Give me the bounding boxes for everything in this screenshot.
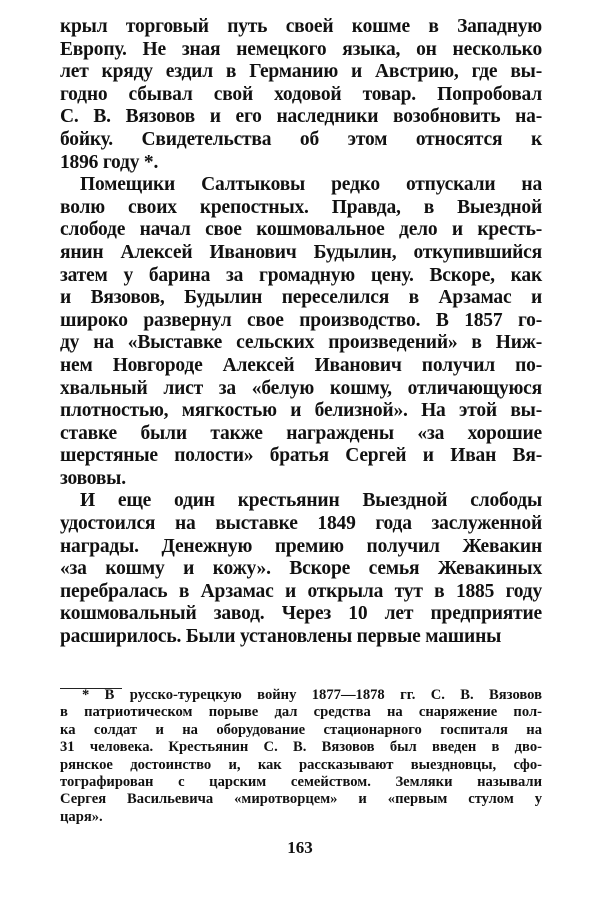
text-line: расширилось. Были установлены первые машины (60, 626, 502, 648)
text-line: янин Алексей Иванович Будылин, откупившийся (60, 241, 542, 263)
footnote-line: тографирован с царским семейством. Земляки называли (60, 773, 542, 790)
text-line: широко развернул свое производство. В 1857 го- (60, 309, 542, 331)
page-number: 163 (287, 838, 313, 857)
text-line: крыл торговый путь своей кошме в Западную (60, 16, 542, 37)
text-line: награды. Денежную премию получил Жевакин (60, 535, 542, 557)
text-line: слободе начал свое кошмовальное дело и кресть- (60, 219, 542, 241)
footnote-line: * В русско-турецкую войну 1877—1878 гг. С. В. Вязовов (82, 687, 542, 703)
text-line: ду на «Выставке сельских произведений» в Ниж- (60, 332, 542, 354)
text-line: ставке были также награждены «за хорошие (60, 422, 542, 444)
footnote-line: царя». (60, 808, 103, 825)
footnote-line: 31 человека. Крестьянин С. В. Вязовов был введен в дво- (60, 739, 542, 756)
text-line: С. В. Вязовов и его наследники возобновить на- (60, 106, 542, 128)
footnote-line: Сергея Васильевича «миротворцем» и «первым стулом у (60, 791, 542, 808)
footnote-line: в патриотическом порыве дал средства на снаряжение пол- (60, 704, 542, 721)
text-line: «за кошму и кожу». Вскоре семья Жевакиных (60, 558, 542, 580)
text-line: хвальный лист за «белую кошму, отличающуюся (60, 377, 542, 399)
text-line: перебралась в Арзамас и открыла тут в 1885 году (60, 580, 542, 602)
text-line: И еще один крестьянин Выездной слободы (80, 490, 542, 512)
text-line: лет кряду ездил в Германию и Австрию, где вы- (60, 61, 542, 83)
footnote-line: ка солдат и на оборудование стационарного госпиталя на (60, 721, 542, 738)
text-line: затем у барина за громадную цену. Вскоре, как (60, 264, 542, 286)
text-line: плотностью, мягкостью и белизной». На этой вы- (60, 400, 542, 422)
text-line: Европу. Не зная немецкого языка, он несколько (60, 38, 542, 60)
text-line: Помещики Салтыковы редко отпускали на (80, 174, 542, 196)
text-line: шерстяные полости» братья Сергей и Иван Вя- (60, 445, 542, 467)
text-line: удостоился на выставке 1849 года заслуженной (60, 513, 542, 535)
footnote-line: рянское достоинство и, как рассказывают выездновцы, сфо- (60, 756, 542, 773)
text-line: бойку. Свидетельства об этом относятся к (60, 128, 542, 150)
main-text (60, 16, 542, 649)
text-line: годно сбывал свой ходовой товар. Попробовал (60, 83, 542, 105)
text-line: и Вязовов, Будылин переселился в Арзамас и (60, 287, 542, 309)
footnote (60, 687, 542, 826)
text-line: нем Новгороде Алексей Иванович получил по- (60, 354, 542, 376)
text-line: волю своих крепостных. Правда, в Выездной (60, 196, 542, 218)
text-line: зововы. (60, 467, 126, 489)
text-line: 1896 году *. (60, 151, 159, 173)
text-line: кошмовальный завод. Через 10 лет предприятие (60, 603, 542, 625)
